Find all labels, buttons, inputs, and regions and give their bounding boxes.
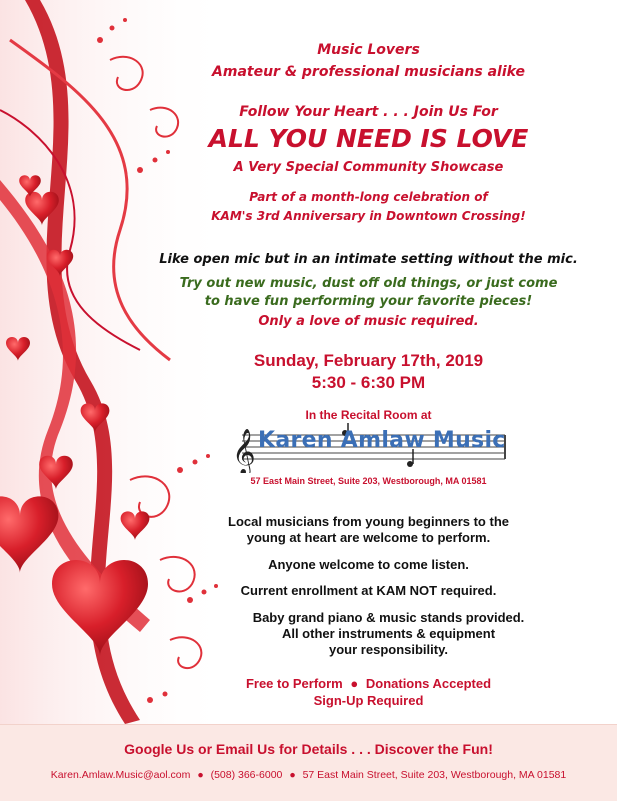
event-address: 57 East Main Street, Suite 203, Westborough, MA 01581 (250, 476, 487, 486)
header-follow-heart: Follow Your Heart . . . Join Us For (239, 104, 498, 120)
try-text-2: to have fun performing your favorite pieces! (204, 294, 533, 309)
local-musicians-2: young at heart are welcome to perform. (246, 530, 491, 545)
event-subtitle: A Very Special Community Showcase (233, 160, 504, 175)
event-time: 5:30 - 6:30 PM (311, 373, 426, 392)
love-required-text: Only a love of music required. (258, 314, 479, 329)
footer-banner (0, 724, 617, 801)
header-musicians: Amateur & professional musicians alike (212, 64, 525, 80)
logo-text: Karen Amlaw Music (258, 428, 506, 453)
free-to-perform: Free to Perform (245, 676, 343, 691)
anyone-welcome: Anyone welcome to come listen. (268, 557, 469, 572)
perform-line (120, 676, 617, 691)
bullet-separator: ● (350, 676, 359, 691)
footer-headline: Google Us or Email Us for Details . . . Discover the Fun! (124, 741, 493, 757)
contact-phone[interactable]: (508) 366-6000 (210, 769, 283, 781)
karen-amlaw-music-logo (230, 423, 510, 473)
svg-text:𝄞: 𝄞 (232, 429, 256, 473)
footer-contact (0, 769, 617, 781)
piano-provided: Baby grand piano & music stands provided. (252, 610, 525, 625)
contact-email[interactable]: Karen.Amlaw.Music@aol.com (50, 769, 191, 781)
header-music-lovers: Music Lovers (317, 42, 420, 58)
bullet-separator: ● (197, 769, 204, 781)
bullet-separator: ● (289, 769, 296, 781)
responsibility-note: your responsibility. (329, 642, 448, 657)
contact-address: 57 East Main Street, Suite 203, Westborough, MA 01581 (302, 769, 567, 781)
open-mic-text: Like open mic but in an intimate setting without the mic. (159, 252, 578, 267)
try-text-1: Try out new music, dust off old things, or just come (179, 276, 558, 291)
donations-accepted: Donations Accepted (365, 676, 492, 691)
instruments-note: All other instruments & equipment (281, 626, 496, 641)
event-date: Sunday, February 17th, 2019 (253, 351, 484, 370)
enrollment-note: Current enrollment at KAM NOT required. (240, 583, 497, 598)
local-musicians-1: Local musicians from young beginners to the (228, 514, 509, 529)
celebration-line-2: KAM's 3rd Anniversary in Downtown Crossing! (211, 209, 526, 223)
celebration-line-1: Part of a month-long celebration of (249, 190, 488, 204)
event-title: ALL YOU NEED IS LOVE (208, 124, 529, 153)
location-label: In the Recital Room at (305, 408, 432, 422)
signup-required: Sign-Up Required (313, 693, 424, 708)
